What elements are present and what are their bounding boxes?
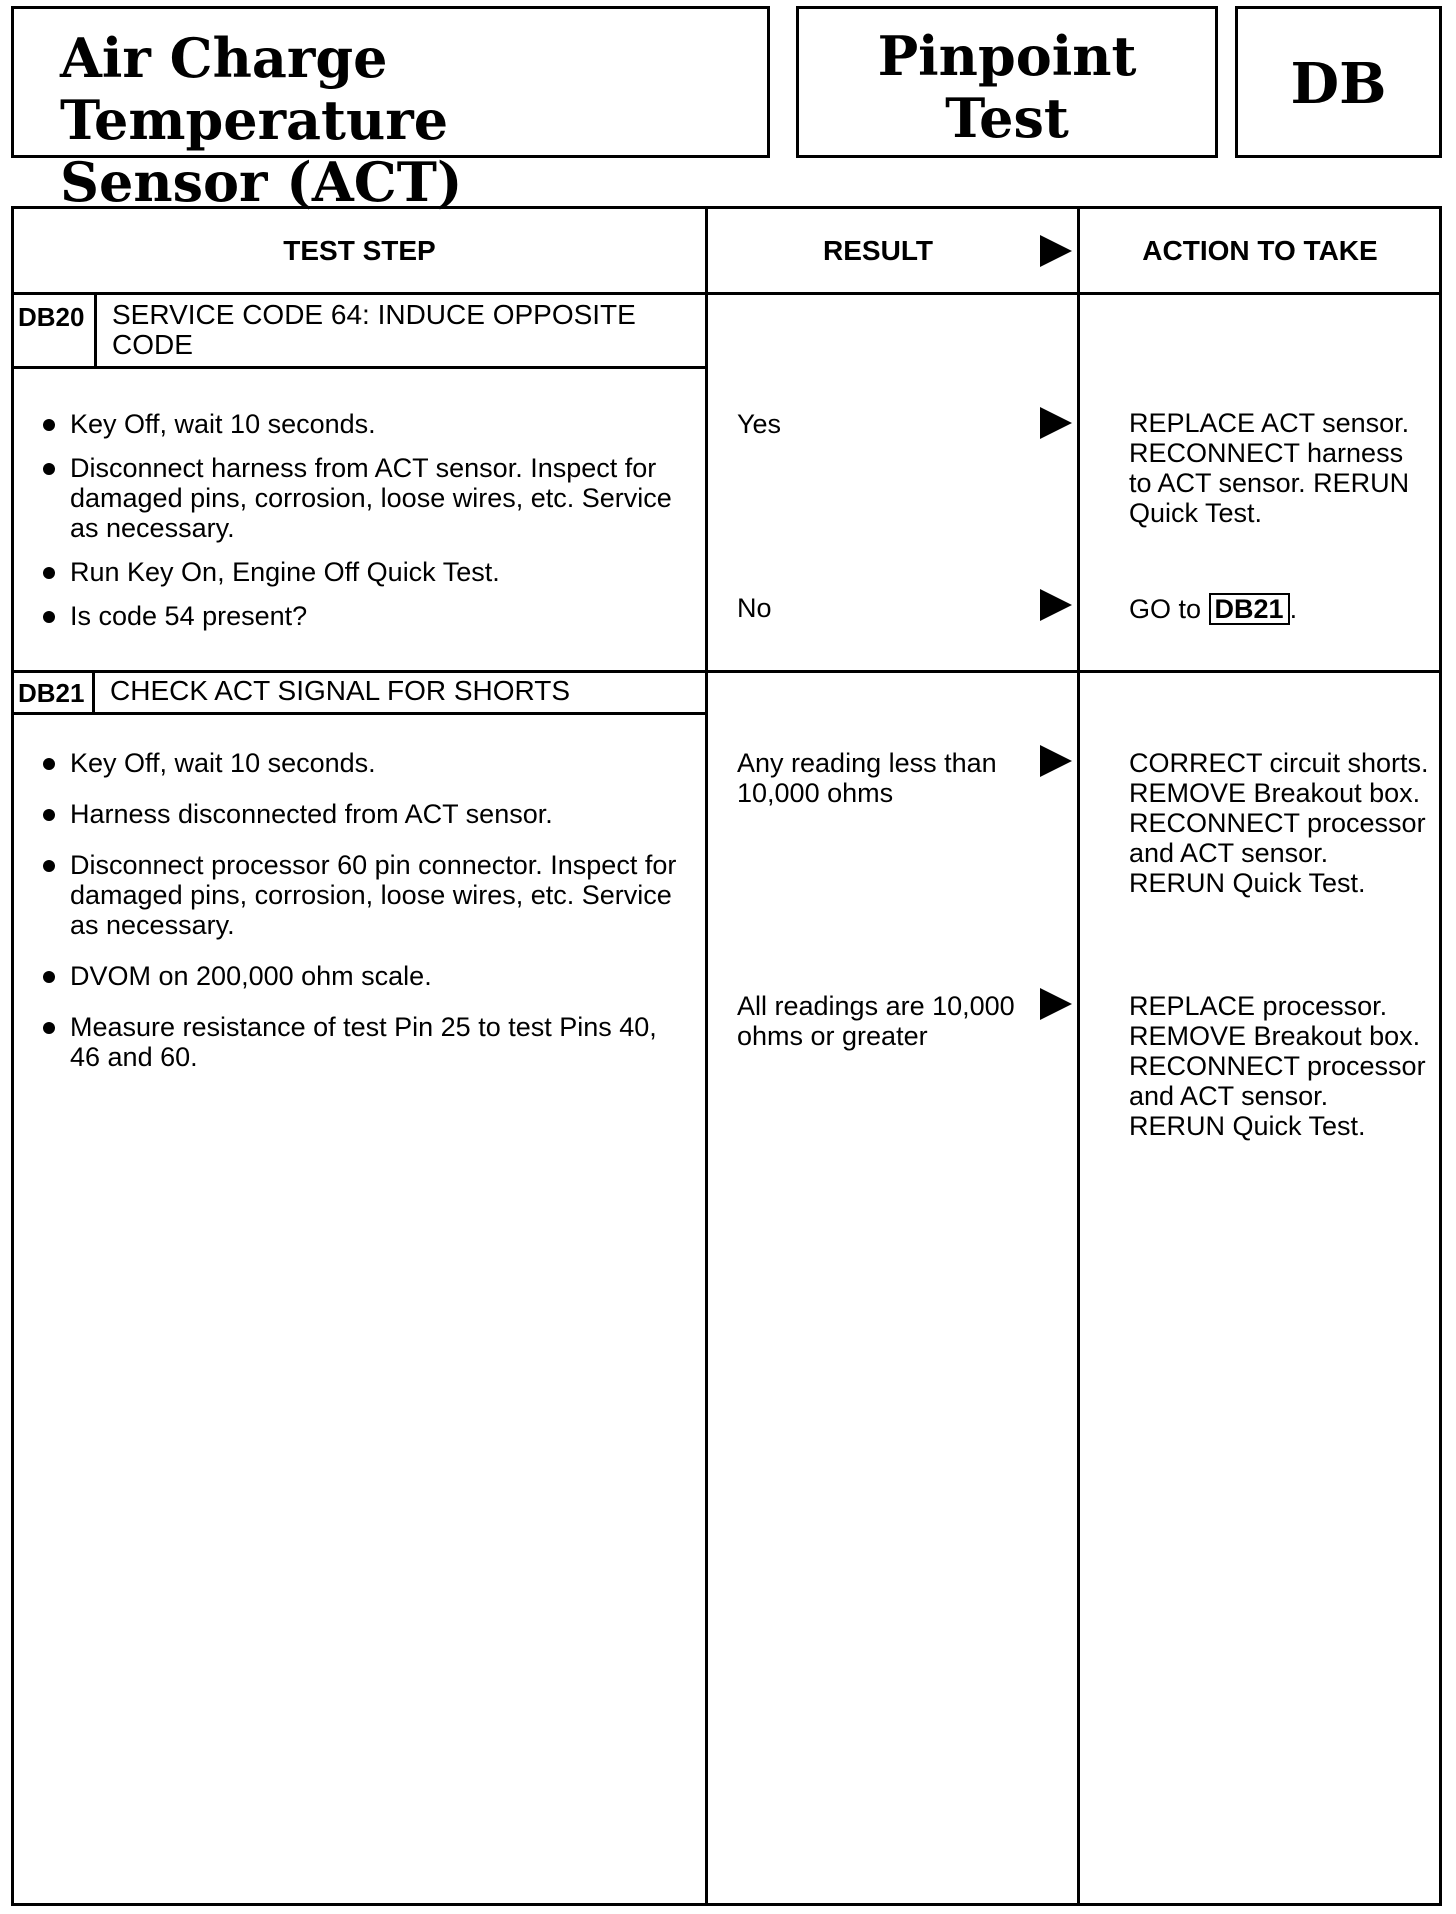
- result-text: All readings are 10,000 ohms or greater: [737, 991, 1015, 1051]
- step-bullet-list: [40, 409, 680, 631]
- step-title: SERVICE CODE 64: INDUCE OPPOSITE CODE: [112, 299, 636, 360]
- action-suffix: .: [1289, 594, 1298, 624]
- header-rule: [14, 292, 1439, 295]
- action-text: REPLACE processor. REMOVE Breakout box. RECONNECT processor and ACT sensor. RERUN Quick Test.: [1129, 991, 1426, 1141]
- column-header-action: ACTION TO TAKE: [1142, 235, 1378, 266]
- code-box: [1235, 6, 1442, 158]
- column-divider: [1077, 209, 1080, 1903]
- step-id: DB21: [18, 678, 85, 708]
- step-id-divider: [94, 292, 97, 366]
- list-item: Measure resistance of test Pin 25 to test Pins 40, 46 and 60.: [40, 1012, 680, 1072]
- action-text: CORRECT circuit shorts. REMOVE Breakout box. RECONNECT processor and ACT sensor. RERUN Quick Test.: [1129, 748, 1429, 898]
- page-title: [60, 27, 767, 213]
- list-item: Disconnect harness from ACT sensor. Inspect for damaged pins, corrosion, loose wires, etc. Service as necessary.: [40, 453, 680, 543]
- step-title-rule: [14, 366, 705, 369]
- section-box: [796, 6, 1218, 158]
- step-rule: [14, 670, 1439, 673]
- list-item: DVOM on 200,000 ohm scale.: [40, 961, 680, 991]
- result-text: No: [737, 593, 772, 623]
- list-item: Is code 54 present?: [40, 601, 680, 631]
- result-text: Yes: [737, 409, 782, 439]
- result-text: Any reading less than 10,000 ohms: [737, 748, 997, 808]
- pinpoint-table: [11, 206, 1442, 1906]
- arrow-icon: [1040, 589, 1072, 621]
- arrow-icon: [1040, 988, 1072, 1020]
- step-bullet-list: [40, 748, 680, 1072]
- action-prefix: GO to: [1129, 594, 1202, 624]
- list-item: Key Off, wait 10 seconds.: [40, 748, 680, 778]
- action-text: [1129, 593, 1429, 625]
- page-title-line2: Sensor (ACT): [60, 150, 463, 214]
- step-id-divider: [92, 670, 95, 712]
- arrow-icon: [1040, 745, 1072, 777]
- action-text: REPLACE ACT sensor. RECONNECT harness to ACT sensor. RERUN Quick Test.: [1129, 408, 1410, 528]
- goto-step-ref[interactable]: DB21: [1209, 593, 1290, 625]
- list-item: Harness disconnected from ACT sensor.: [40, 799, 680, 829]
- list-item: Key Off, wait 10 seconds.: [40, 409, 680, 439]
- step-title-rule: [14, 712, 705, 715]
- list-item: Run Key On, Engine Off Quick Test.: [40, 557, 680, 587]
- column-divider: [705, 209, 708, 1903]
- column-header-result: RESULT: [823, 235, 933, 266]
- arrow-icon: [1040, 235, 1072, 267]
- section-title: [799, 25, 1215, 149]
- section-title-line1: Pinpoint: [877, 24, 1137, 88]
- step-title: CHECK ACT SIGNAL FOR SHORTS: [110, 675, 571, 706]
- title-box: [11, 6, 770, 214]
- section-title-line2: Test: [945, 86, 1069, 150]
- section-code: DB: [1290, 51, 1387, 117]
- step-id: DB20: [18, 302, 85, 332]
- arrow-icon: [1040, 407, 1072, 439]
- column-header-test-step: TEST STEP: [283, 235, 436, 266]
- list-item: Disconnect processor 60 pin connector. Inspect for damaged pins, corrosion, loose wires, etc. Service as necessary.: [40, 850, 680, 940]
- page-title-line1: Air Charge Temperature: [60, 26, 449, 152]
